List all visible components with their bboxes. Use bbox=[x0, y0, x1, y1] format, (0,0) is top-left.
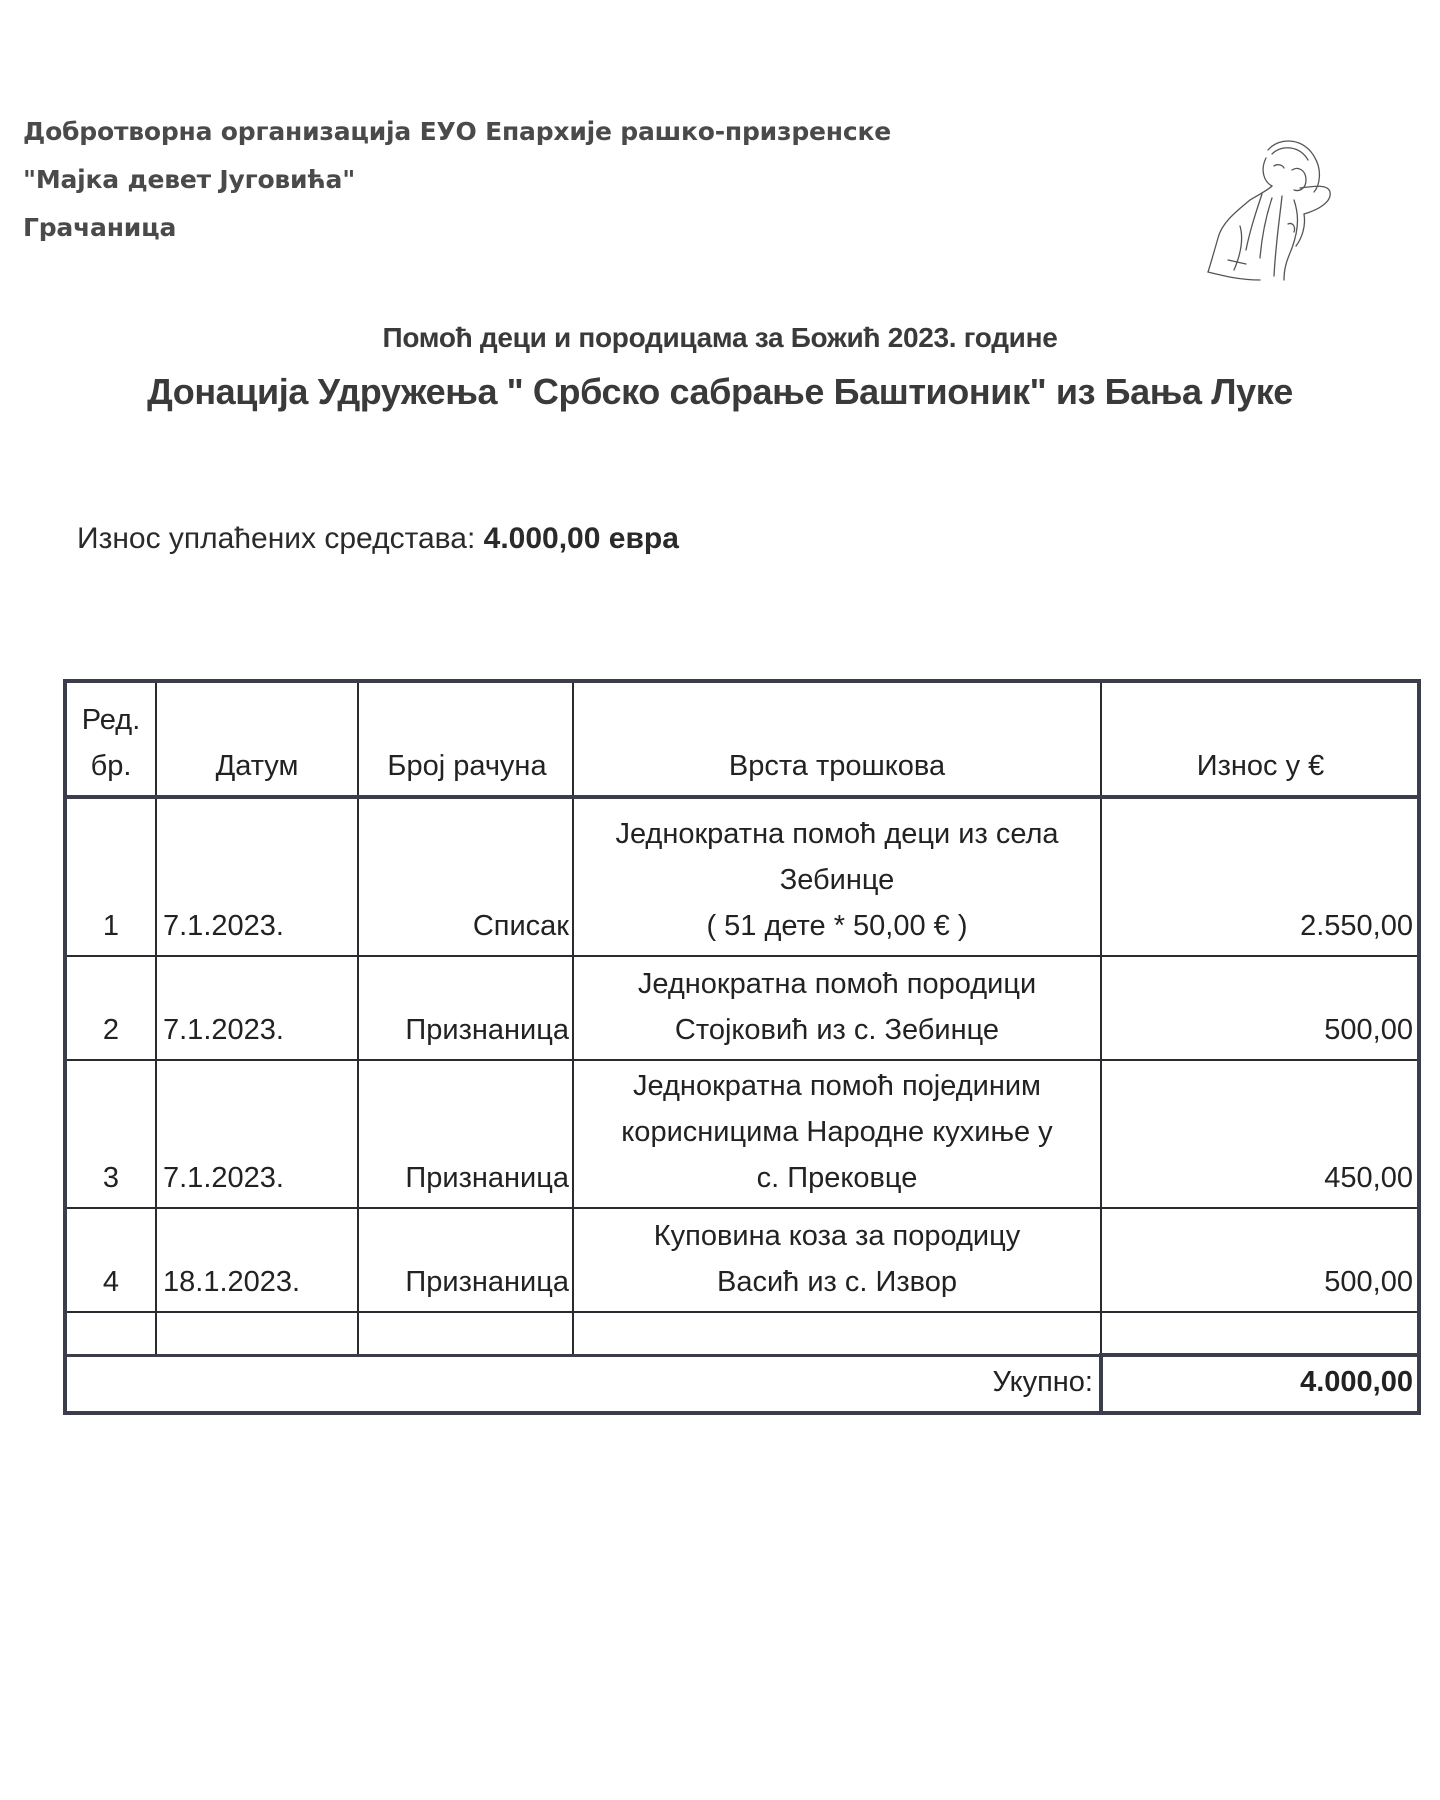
madonna-and-child-sketch-icon bbox=[1180, 130, 1350, 295]
row-document: Списак bbox=[358, 797, 573, 956]
row-amount: 500,00 bbox=[1101, 1208, 1419, 1312]
empty-cell bbox=[358, 1312, 573, 1355]
empty-cell bbox=[573, 1312, 1101, 1355]
column-header-description: Врста трошкова bbox=[573, 681, 1101, 797]
document-subtitle: Помоћ деци и породицама за Божић 2023. године bbox=[382, 322, 1058, 353]
column-header-document: Број рачуна bbox=[358, 681, 573, 797]
row-number: 4 bbox=[65, 1208, 156, 1312]
empty-row bbox=[65, 1312, 1419, 1355]
row-date: 7.1.2023. bbox=[156, 956, 358, 1060]
table-header-row bbox=[65, 681, 1419, 797]
row-amount: 2.550,00 bbox=[1101, 797, 1419, 956]
column-header-amount: Износ у € bbox=[1101, 681, 1419, 797]
document-title: Донација Удружења " Србско сабрање Баштионик" из Бања Луке bbox=[147, 371, 1293, 412]
table-row bbox=[65, 797, 1419, 956]
row-document: Признаница bbox=[358, 1060, 573, 1208]
empty-cell bbox=[1101, 1312, 1419, 1355]
row-amount: 500,00 bbox=[1101, 956, 1419, 1060]
column-header-date: Датум bbox=[156, 681, 358, 797]
organization-location: Грачаница bbox=[23, 213, 177, 242]
expense-table bbox=[63, 679, 1421, 1415]
total-row bbox=[65, 1355, 1419, 1413]
total-label: Укупно: bbox=[65, 1355, 1101, 1413]
row-description: Једнократна помоћ породици Стојковић из с. Зебинце bbox=[573, 956, 1101, 1060]
row-date: 7.1.2023. bbox=[156, 1060, 358, 1208]
table-row bbox=[65, 1060, 1419, 1208]
row-number: 2 bbox=[65, 956, 156, 1060]
row-description: Једнократна помоћ појединим корисницима Народне кухиње у с. Прековце bbox=[573, 1060, 1101, 1208]
funds-received-value: 4.000,00 евра bbox=[483, 522, 679, 555]
funds-received-label: Износ уплаћених средстава: bbox=[77, 522, 476, 555]
organization-header bbox=[23, 108, 891, 252]
row-description: Куповина коза за породицу Васић из с. Извор bbox=[573, 1208, 1101, 1312]
row-number: 1 bbox=[65, 797, 156, 956]
row-amount: 450,00 bbox=[1101, 1060, 1419, 1208]
row-number: 3 bbox=[65, 1060, 156, 1208]
column-header-number: Ред. бр. bbox=[65, 681, 156, 797]
total-value: 4.000,00 bbox=[1101, 1355, 1419, 1413]
row-description: Једнократна помоћ деци из села Зебинце ( 51 дете * 50,00 € ) bbox=[573, 797, 1101, 956]
row-document: Признаница bbox=[358, 956, 573, 1060]
empty-cell bbox=[65, 1312, 156, 1355]
funds-received-line bbox=[77, 522, 679, 556]
organization-name: Добротворна организација ЕУО Епархије рашко-призренске bbox=[23, 117, 891, 146]
empty-cell bbox=[156, 1312, 358, 1355]
table-row bbox=[65, 956, 1419, 1060]
row-document: Признаница bbox=[358, 1208, 573, 1312]
row-date: 7.1.2023. bbox=[156, 797, 358, 956]
row-date: 18.1.2023. bbox=[156, 1208, 358, 1312]
organization-subtitle: "Мајка девет Југовића" bbox=[23, 165, 356, 194]
table-row bbox=[65, 1208, 1419, 1312]
